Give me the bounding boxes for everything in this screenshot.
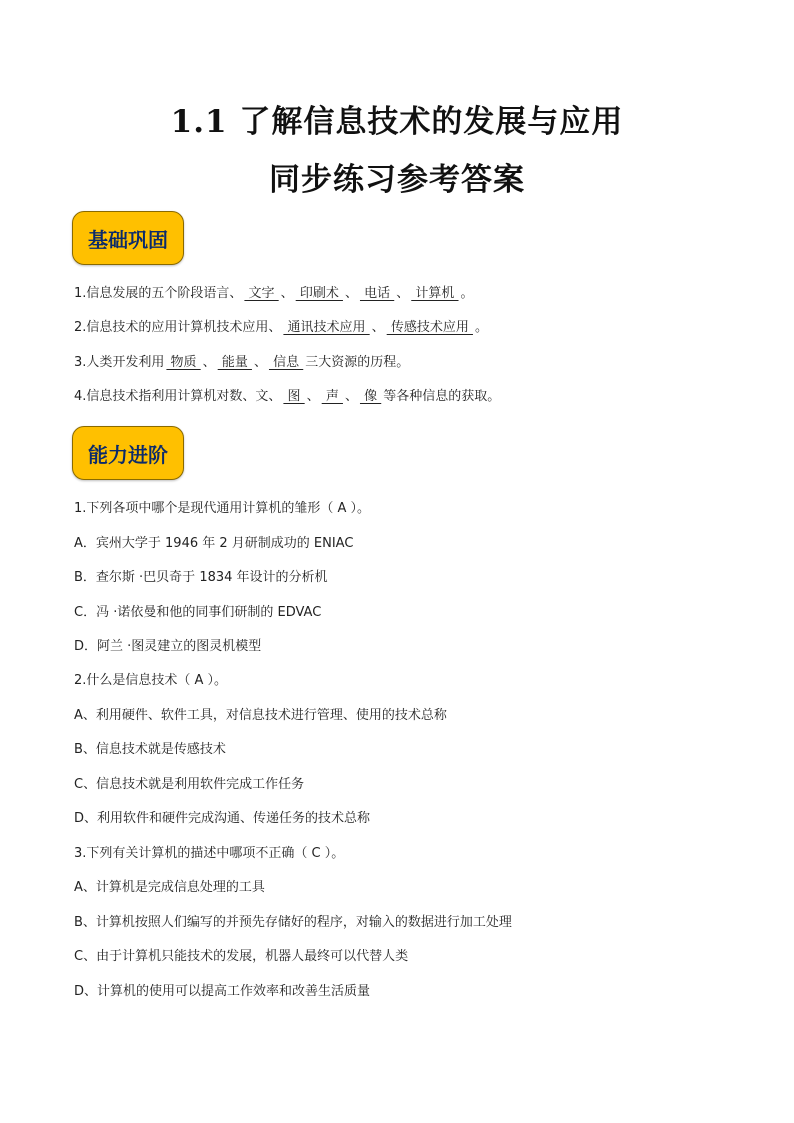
question-end: 。	[474, 320, 488, 335]
separator: 、	[253, 355, 267, 370]
answer-blank: 计算机	[411, 286, 459, 301]
answer-blank: 物质	[166, 355, 201, 370]
question-text: 1.信息发展的五个阶段语言、	[74, 286, 243, 301]
separator: 、	[202, 355, 216, 370]
answer-blank: 能量	[217, 355, 252, 370]
mc-option: D．阿兰 ·图灵建立的图灵机模型	[74, 639, 262, 654]
separator: 、	[371, 320, 385, 335]
question-text: 4.信息技术指利用计算机对数、文、	[74, 389, 282, 404]
fill-question-4	[74, 388, 500, 406]
mc-option: A、计算机是完成信息处理的工具	[74, 880, 265, 895]
separator: 、	[396, 286, 410, 301]
answer-blank: 信息	[268, 355, 304, 370]
answer-blank: 印刷术	[295, 286, 343, 301]
fill-question-2	[74, 319, 488, 337]
mc-question-3: 3.下列有关计算机的描述中哪项不正确（ C ）。	[74, 846, 345, 861]
mc-option: A．宾州大学于 1946 年 2 月研制成功的 ENIAC	[74, 536, 354, 551]
page-title: 1.1 了解信息技术的发展与应用	[170, 104, 624, 140]
mc-option: B、信息技术就是传感技术	[74, 742, 226, 757]
answer-blank: 像	[359, 389, 382, 404]
answer-blank: 文字	[244, 286, 279, 301]
answer-blank: 通讯技术应用	[283, 320, 370, 335]
fill-question-3	[74, 354, 409, 372]
mc-option: C、信息技术就是利用软件完成工作任务	[74, 777, 305, 792]
separator: 、	[280, 286, 294, 301]
fill-question-1	[74, 285, 474, 303]
mc-option: D、利用软件和硬件完成沟通、传递任务的技术总称	[74, 811, 371, 826]
answer-blank: 电话	[359, 286, 395, 301]
section-badge-basics: 基础巩固	[72, 211, 184, 265]
page-subtitle: 同步练习参考答案	[269, 162, 525, 198]
section-badge-advanced: 能力进阶	[72, 426, 184, 480]
mc-option: C．冯 ·诺依曼和他的同事们研制的 EDVAC	[74, 605, 322, 620]
question-text: 3.人类开发利用	[74, 355, 165, 370]
mc-option: A、利用硬件、软件工具，对信息技术进行管理、使用的技术总称	[74, 708, 447, 723]
separator: 、	[306, 389, 320, 404]
mc-option: C、由于计算机只能技术的发展，机器人最终可以代替人类	[74, 949, 409, 964]
answer-blank: 传感技术应用	[386, 320, 473, 335]
question-end: 等各种信息的获取。	[383, 389, 501, 404]
separator: 、	[344, 389, 358, 404]
mc-option: B．查尔斯 ·巴贝奇于 1834 年设计的分析机	[74, 570, 328, 585]
mc-option: B、计算机按照人们编写的并预先存储好的程序，对输入的数据进行加工处理	[74, 915, 512, 930]
mc-option: D、计算机的使用可以提高工作效率和改善生活质量	[74, 984, 371, 999]
answer-blank: 声	[321, 389, 343, 404]
question-end: 三大资源的历程。	[305, 355, 410, 370]
answer-blank: 图	[283, 389, 305, 404]
question-text: 2.信息技术的应用计算机技术应用、	[74, 320, 282, 335]
mc-question-2: 2.什么是信息技术（ A ）。	[74, 673, 228, 688]
question-end: 。	[460, 286, 474, 301]
separator: 、	[344, 286, 358, 301]
mc-question-1: 1.下列各项中哪个是现代通用计算机的雏形（ A ）。	[74, 501, 371, 516]
